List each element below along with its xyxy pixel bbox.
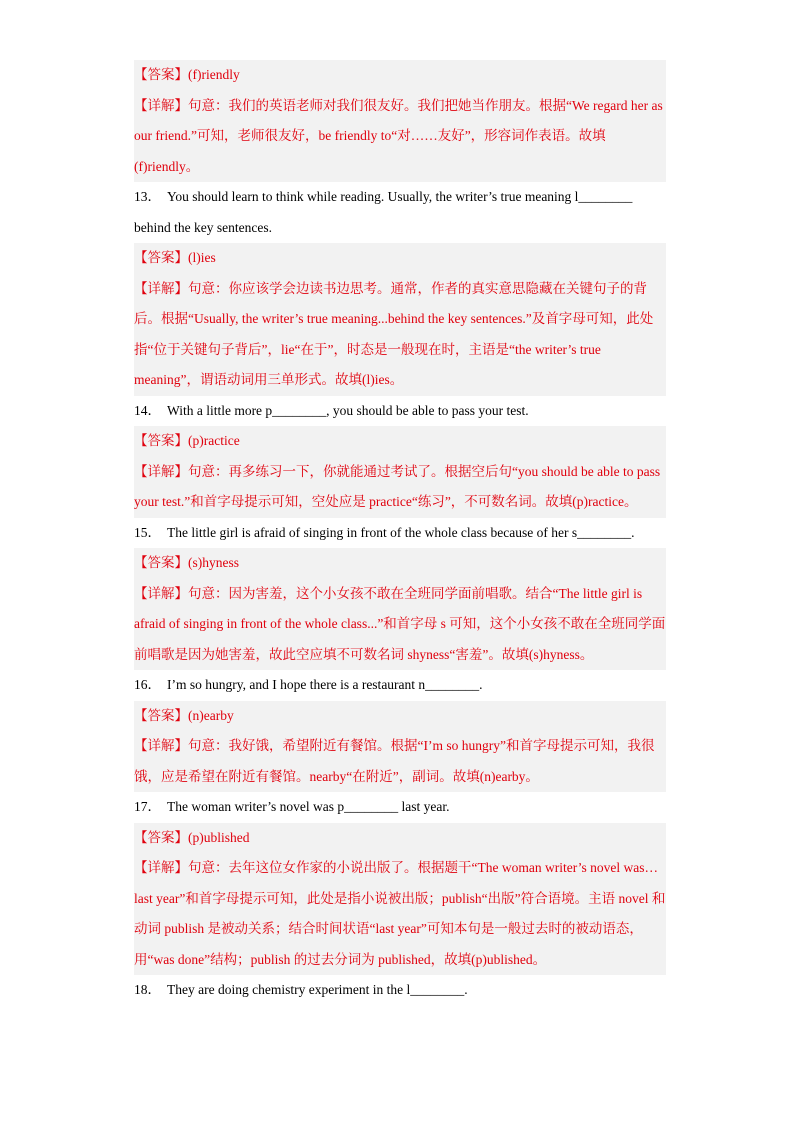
explanation-text: 【详解】句意：我好饿，希望附近有餐馆。根据“I’m so hungry”和首字母提示可知，我很饿，应是希望在附近有餐馆。nearby“在附近”，副词。故填(n)earby。 — [134, 738, 655, 784]
answer-block — [134, 548, 666, 670]
question-text: I’m so hungry, and I hope there is a restaurant n________. — [167, 677, 483, 692]
question-number: 17． — [134, 799, 161, 814]
explanation-text: 【详解】句意：因为害羞，这个小女孩不敢在全班同学面前唱歌。结合“The little girl is afraid of singing in front of the whole class...”和首字母 s 可知，这个小女孩不敢在全班同学面前唱歌是因为她害羞，故此空应填不可数名词 shyness“害羞”。故填(s)hyness。 — [134, 585, 666, 662]
question-18 — [134, 975, 666, 1006]
explanation-text: 【详解】句意：再多练习一下，你就能通过考试了。根据空后句“you should be able to pass your test.”和首字母提示可知，空处应是 practice“练习”，不可数名词。故填(p)ractice。 — [134, 463, 661, 509]
document-body — [134, 60, 666, 1006]
answer-line: 【答案】(p)ractice — [134, 433, 240, 448]
question-number: 15． — [134, 524, 161, 540]
explanation-text: 【详解】句意：我们的英语老师对我们很友好。我们把她当作朋友。根据“We regard her as our friend.”可知，老师很友好，be friendly to“对……友好”，形容词作表语。故填(f)riendly。 — [134, 97, 663, 174]
answer-line: 【答案】(s)hyness — [134, 555, 239, 570]
answer-block — [134, 243, 666, 396]
answer-line: 【答案】(n)earby — [134, 707, 234, 723]
answer-block — [134, 60, 666, 182]
question-16 — [134, 670, 666, 701]
answer-block — [134, 426, 666, 518]
question-number: 18． — [134, 982, 161, 997]
question-13 — [134, 182, 666, 243]
explanation-text: 【详解】句意：你应该学会边读书边思考。通常，作者的真实意思隐藏在关键句子的背后。根据“Usually, the writer’s true meaning...behind the key sentences.”及首字母可知，此处指“位于关键句子背后”，lie“在于”，时态是一般现在时，主语是“the writer’s true meaning”，谓语动词用三单形式。故填(l)ies。 — [134, 280, 654, 387]
answer-block — [134, 823, 666, 976]
answer-block — [134, 701, 666, 793]
question-17 — [134, 792, 666, 823]
question-text: They are doing chemistry experiment in the l________. — [167, 982, 468, 997]
question-number: 16． — [134, 677, 161, 692]
explanation-text: 【详解】句意：去年这位女作家的小说出版了。根据题干“The woman writer’s novel was…last year”和首字母提示可知，此处是指小说被出版；publish“出版”符合语境。主语 novel 和动词 publish 是被动关系；结合时间状语“last year”可知本句是一般过去时的被动语态，用“was done”结构；publish 的过去分词为 published，故填(p)ublished。 — [134, 860, 666, 967]
question-text: The little girl is afraid of singing in front of the whole class because of her s________. — [167, 524, 635, 540]
answer-line: 【答案】(p)ublished — [134, 829, 250, 845]
question-text: The woman writer’s novel was p________ last year. — [167, 799, 450, 814]
question-14 — [134, 396, 666, 427]
answer-line: 【答案】(l)ies — [134, 250, 216, 265]
question-number: 14． — [134, 402, 161, 418]
question-number: 13． — [134, 189, 161, 204]
answer-line: 【答案】(f)riendly — [134, 67, 240, 82]
question-15 — [134, 518, 666, 549]
question-text: With a little more p________, you should be able to pass your test. — [167, 402, 529, 418]
question-text: You should learn to think while reading. Usually, the writer’s true meaning l________ behind the key sentences. — [134, 189, 633, 235]
